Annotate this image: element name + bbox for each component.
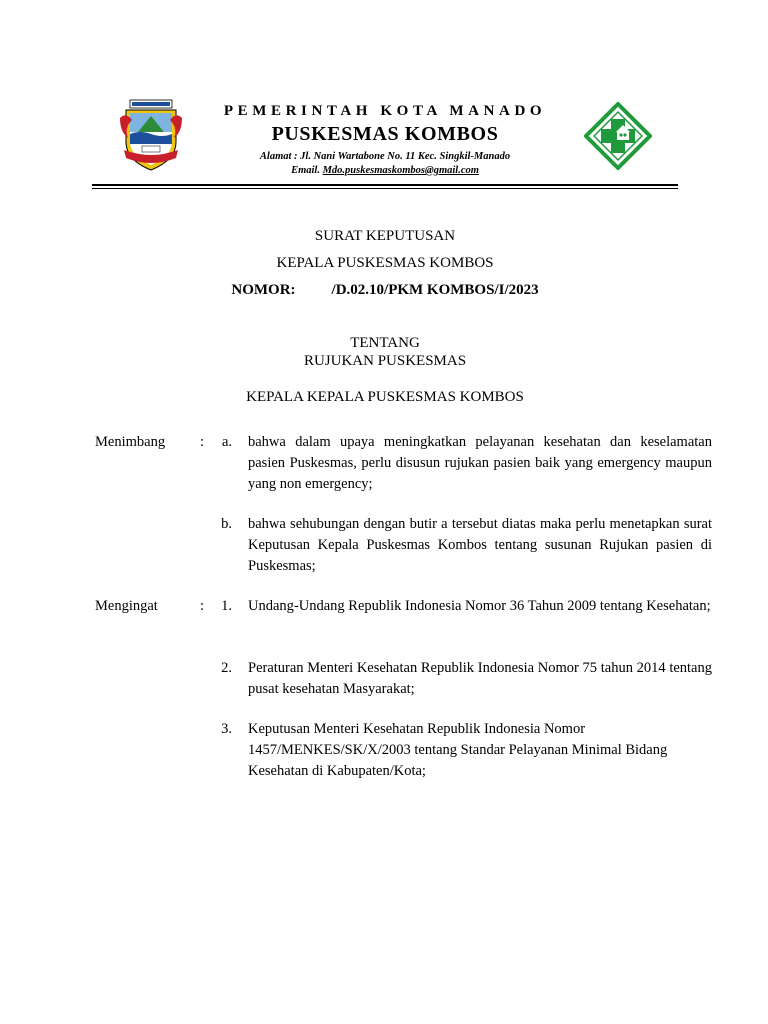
letterhead-address: Alamat : Jl. Nani Wartabone No. 11 Kec. Singkil-Manado — [259, 151, 511, 162]
mengingat-item-text: Undang-Undang Republik Indonesia Nomor 36 Tahun 2009 tentang Kesehatan; — [248, 598, 711, 614]
menimbang-colon: : — [200, 434, 205, 450]
document-heading: SURAT KEPUTUSAN — [314, 228, 456, 244]
menimbang-item-marker: b. — [221, 516, 232, 532]
menimbang-item-text: bahwa sehubungan dengan butir a tersebut diatas maka perlu menetapkan surat Keputusan Kepala Puskesmas Kombos tentang susunan Rujukan pasien di Puskesmas; — [248, 516, 712, 574]
letterhead-divider-thick — [92, 184, 678, 186]
mengingat-colon: : — [200, 598, 205, 614]
letterhead — [200, 100, 570, 178]
letterhead-email-address[interactable]: Mdo.puskesmaskombos@gmail.com — [322, 165, 479, 176]
tentang-heading: TENTANG — [350, 335, 420, 351]
letterhead-email-line — [200, 164, 570, 178]
document-number — [92, 282, 678, 299]
document-subject: RUJUKAN PUSKESMAS — [303, 353, 467, 369]
letterhead-email-label: Email. — [291, 165, 320, 176]
document-number-label: NOMOR: — [231, 282, 296, 298]
manado-city-emblem-icon — [118, 98, 184, 172]
mengingat-item-marker: 3. — [221, 721, 232, 737]
document-authority: KEPALA KEPALA PUSKESMAS KOMBOS — [246, 389, 524, 405]
letterhead-divider-thin — [92, 188, 678, 189]
document-issuer: KEPALA PUSKESMAS KOMBOS — [276, 255, 494, 271]
menimbang-label: Menimbang — [95, 434, 166, 450]
menimbang-item-text: bahwa dalam upaya meningkatkan pelayanan kesehatan dan keselamatan pasien Puskesmas, perlu disusun rujukan pasien baik yang emergency maupun yang non emergency; — [248, 434, 712, 492]
mengingat-item-marker: 1. — [221, 598, 232, 614]
mengingat-item-text: Peraturan Menteri Kesehatan Republik Indonesia Nomor 75 tahun 2014 tentang pusat kesehatan Masyarakat; — [248, 660, 712, 697]
puskesmas-green-cross-icon — [584, 102, 652, 170]
letterhead-institution-name: PUSKESMAS KOMBOS — [271, 123, 499, 145]
letterhead-government-name: PEMERINTAH KOTA MANADO — [223, 103, 547, 119]
mengingat-label: Mengingat — [95, 598, 158, 614]
document-number-value: /D.02.10/PKM KOMBOS/I/2023 — [331, 282, 539, 298]
mengingat-item-text: Keputusan Menteri Kesehatan Republik Indonesia Nomor 1457/MENKES/SK/X/2003 tentang Standar Pelayanan Minimal Bidang Kesehatan di Kabupaten/Kota; — [248, 721, 668, 779]
mengingat-item-marker: 2. — [221, 660, 232, 676]
menimbang-item-marker: a. — [221, 434, 232, 450]
